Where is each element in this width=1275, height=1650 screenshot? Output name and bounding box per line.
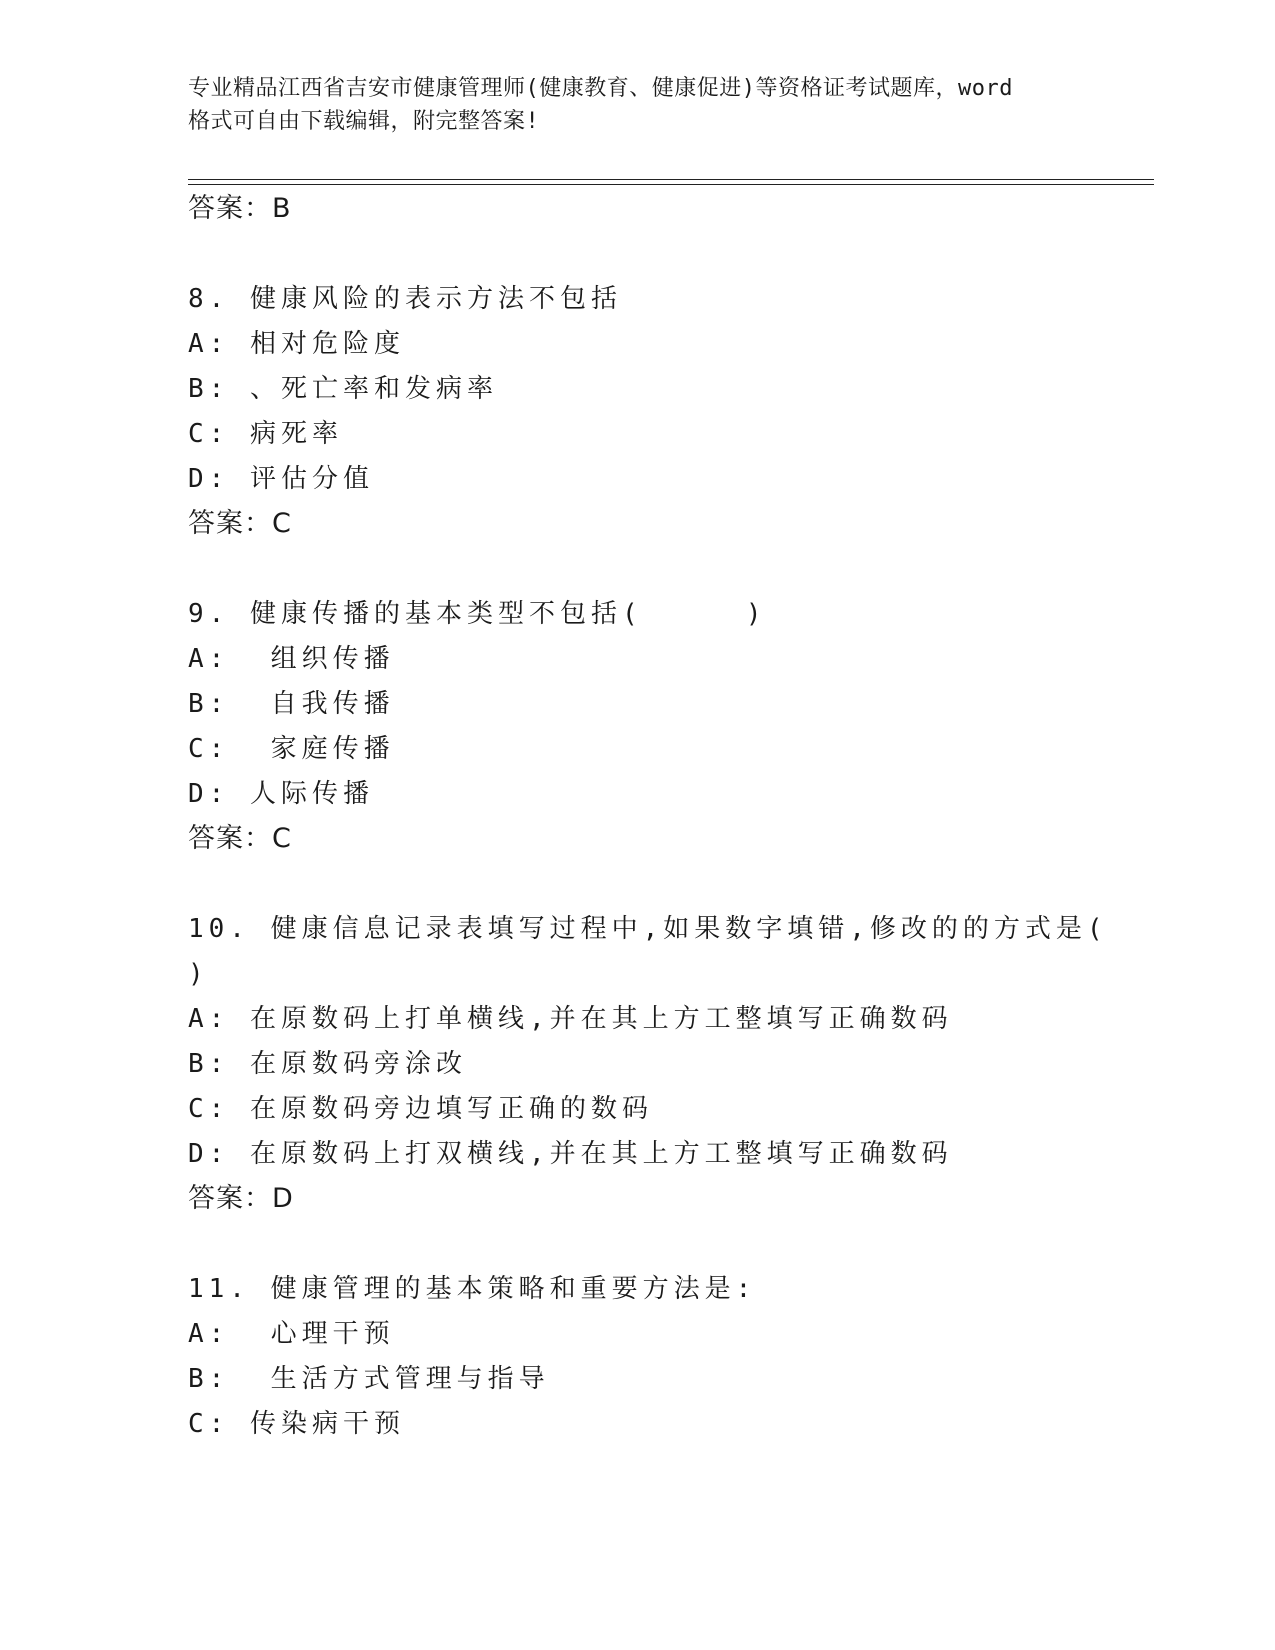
question-8-answer: 答案：C bbox=[188, 508, 292, 539]
question-8-option-c: C: 病死率 bbox=[188, 419, 343, 449]
question-8-option-b: B: 、死亡率和发病率 bbox=[188, 374, 498, 404]
question-8-stem: 8. 健康风险的表示方法不包括 bbox=[188, 284, 622, 314]
document-header bbox=[188, 72, 1088, 138]
question-10-stem-continued: ) bbox=[188, 959, 209, 989]
header-rule-top bbox=[188, 179, 1154, 180]
header-rule-bottom bbox=[188, 184, 1154, 185]
header-line-1: 专业精品江西省吉安市健康管理师(健康教育、健康促进)等资格证考试题库，word bbox=[188, 76, 1013, 101]
question-11-option-c: C: 传染病干预 bbox=[188, 1409, 405, 1439]
question-10-option-d: D: 在原数码上打双横线,并在其上方工整填写正确数码 bbox=[188, 1139, 953, 1169]
question-10-stem: 10. 健康信息记录表填写过程中,如果数字填错,修改的的方式是( bbox=[188, 914, 1108, 944]
question-8-option-a: A: 相对危险度 bbox=[188, 329, 405, 359]
previous-answer: 答案：B bbox=[188, 193, 292, 224]
question-10-option-a: A: 在原数码上打单横线,并在其上方工整填写正确数码 bbox=[188, 1004, 953, 1034]
question-10-answer: 答案：D bbox=[188, 1183, 294, 1214]
question-8-option-d: D: 评估分值 bbox=[188, 464, 374, 494]
question-9-answer: 答案：C bbox=[188, 823, 292, 854]
question-11-option-a: A: 心理干预 bbox=[188, 1319, 395, 1349]
header-line-2: 格式可自由下载编辑，附完整答案! bbox=[188, 109, 540, 134]
question-9-option-b: B: 自我传播 bbox=[188, 689, 395, 719]
question-9-option-d: D: 人际传播 bbox=[188, 779, 374, 809]
question-9-option-c: C: 家庭传播 bbox=[188, 734, 395, 764]
question-10-option-c: C: 在原数码旁边填写正确的数码 bbox=[188, 1094, 653, 1124]
question-10-option-b: B: 在原数码旁涂改 bbox=[188, 1049, 467, 1079]
question-11-option-b: B: 生活方式管理与指导 bbox=[188, 1364, 550, 1394]
question-9-stem: 9. 健康传播的基本类型不包括( ) bbox=[188, 599, 767, 629]
question-9-option-a: A: 组织传播 bbox=[188, 644, 395, 674]
question-11-stem: 11. 健康管理的基本策略和重要方法是: bbox=[188, 1274, 757, 1304]
